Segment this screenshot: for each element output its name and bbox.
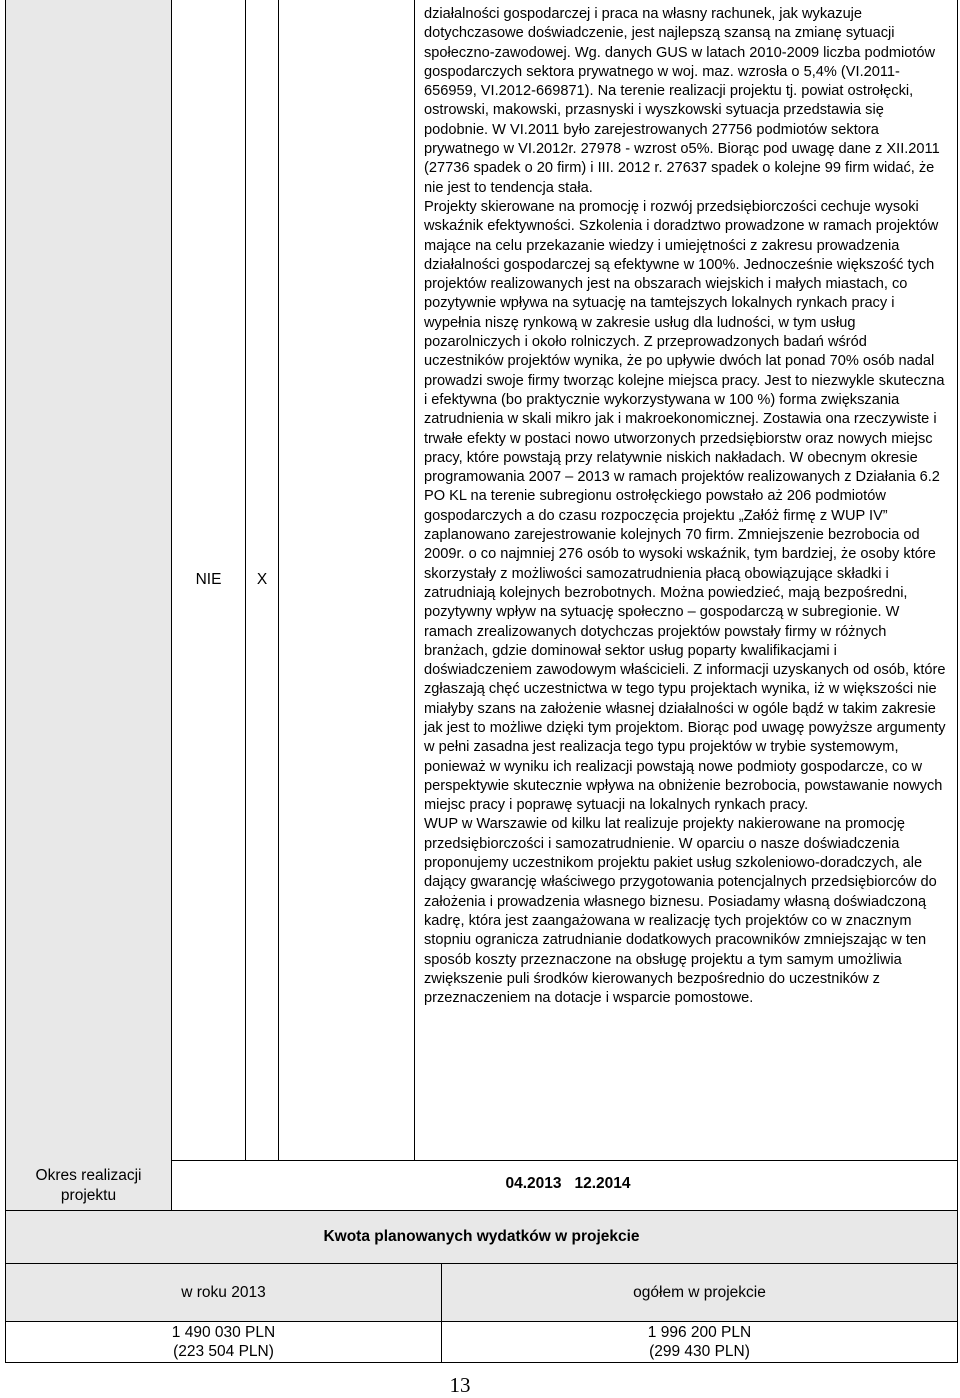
left-label-shade (5, 0, 171, 1210)
amount-2013-cell (6, 1322, 441, 1362)
border-right (957, 0, 958, 1362)
option-nie-label: NIE (195, 571, 222, 588)
divider-x-right (414, 0, 415, 1160)
page-number: 13 (449, 1373, 471, 1397)
period-value-cell (468, 1171, 668, 1197)
option-mark-label: X (256, 571, 268, 588)
amount-2013-sub: (223 504 PLN) (173, 1343, 274, 1360)
description-paragraph: Projekty skierowane na promocję i rozwój przedsiębiorczości cechuje wysoki wskaźnik efektywności. Szkolenia i doradztwo prowadzone w ramach projektów mające na celu przekazanie wiedzy i umiejętności z zakresu prowadzenia działalności gospodarczej są efektywne w 100%. Jednocześnie większość tych projektów realizowanych jest na obszarach wiejskich i małych miastach, co pozytywnie wpływa na sytuację na tamtejszych lokalnych rynkach pracy i wypełnia niszę rynkową w zakresie usług dla ludności, w tym usług pozarolniczych i około rolniczych. Z przeprowadzonych badań wśród uczestników projektów wynika, że po upływie dwóch lat ponad 70% osób nadal prowadzi swoje firmy tworząc kolejne miejsca pracy. Jest to niezwykle skuteczna i efektywna (bo praktycznie wykorzystywana w 100 %) forma zwiększania zatrudnienia w skali mikro jak i makroekonomicznej. Zostawia ona rzeczywiste i trwałe efekty w postaci nowo utworzonych przedsiębiorstw oraz nowych miejsc pracy, które powstają przy relatywnie niskich nakładach. W obecnym okresie programowania 2007 – 2013 w ramach projektów realizowanych z Działania 6.2 PO KL na terenie subregionu ostrołęckiego powstało aż 206 podmiotów gospodarczych a do czasu rozpoczęcia projektu „Załóż firmę z WUP IV” zaplanowano zarejestrowanie kolejnych 70 firm. Zmniejszenie bezrobocia od 2009r. o co najmniej 276 osób to wysoki wskaźnik, tym bardziej, że osoby które skorzystały z możliwości samozatrudnienia płacą obowiązujące składki i zatrudniają kolejnych bezrobotnych. Można powiedzieć, mają bezpośredni, pozytywny wpływ na sytuację społeczno – gospodarczą w subregionie. W ramach zrealizowanych dotychczas projektów powstały firmy w różnych branżach, gdzie dominował sektor usług poparty kwalifikacjami i doświadczeniem zawodowym właścicieli. Z informacji uzyskanych od osób, które zgłaszają chęć uczestnictwa w tego typu projektach wynika, iż w większości nie miałyby szans na założenie własnej działalności w ogóle bądź w takim zakresie jak jest to możliwe dzięki tym projektom. Biorąc pod uwagę powyższe argumenty w pełni zasadna jest realizacja tego typu projektów w trybie systemowym, ponieważ w wyniku ich realizacji powstają nowe podmioty gospodarcze, co w perspektywie skutecznie wpływa na obniżenie bezrobocia, powstawanie nowych miejsc pracy i poprawę sytuacji na lokalnych rynkach pracy. (424, 198, 946, 814)
col-total-cell (442, 1264, 957, 1321)
description-paragraph: działalności gospodarczej i praca na własny rachunek, jak wykazuje dotychczasowe doświadczenie, jest najlepszą szansą na zmianę sytuacji społeczno-zawodowej. Wg. danych GUS w latach 2010-2009 liczba podmiotów gospodarczych sektora prywatnego w woj. maz. wzrosła o 5,4% (VI.2011-656959, VI.2012-669871). Na terenie realizacji projektu tj. powiat ostrołęcki, ostrowski, makowski, przasnyski i wyszkowski sytuacja przedstawia się podobnie. W VI.2011 było zarejestrowanych 27756 podmiotów sektora prywatnego w VI.2012r. 27978 - wzrost o5%. Biorąc pod uwagę dane z XII.2011 (27736 spadek o 20 firm) i III. 2012 r. 27637 spadek o kolejne 99 firm widać, że nie jest to tendencja stała. (424, 6, 940, 196)
description-text (424, 5, 946, 1008)
period-label-cell (6, 1161, 171, 1210)
amount-total: 1 996 200 PLN (647, 1324, 752, 1341)
option-mark (246, 560, 278, 600)
budget-heading-cell (6, 1211, 957, 1263)
amount-total-cell (442, 1322, 957, 1362)
divider-x-left (278, 0, 279, 1160)
row-line-options (171, 1160, 957, 1161)
col-total-label: ogółem w projekcie (633, 1283, 766, 1301)
amount-2013: 1 490 030 PLN (171, 1324, 276, 1341)
divider-label (171, 0, 172, 1210)
description-paragraph: WUP w Warszawie od kilku lat realizuje projekty nakierowane na promocję przedsiębiorczości i samozatrudnienie. W oparciu o nasze doświadczenia proponujemy uczestnikom projektu pakiet usług szkoleniowo-doradczych, ale dający gwarancję właściwego przygotowania potencjalnych przedsiębiorców do założenia i prowadzenia własnego biznesu. Posiadamy własną doświadczoną kadrę, która jest zaangażowana w realizację tych projektów co w znacznym stopniu ogranicza zatrudnianie dodatkowych pracowników zmniejszając w ten sposób koszty przeznaczone na obsługę projektu a tym samym umożliwia zwiększenie puli środków kierowanych bezpośrednio do uczestników z przeznaczeniem na dotacje i wsparcie pomostowe. (424, 816, 937, 1007)
col-2013-label: w roku 2013 (181, 1283, 266, 1301)
amount-total-sub: (299 430 PLN) (649, 1343, 750, 1360)
period-label: Okres realizacji projektu (35, 1166, 142, 1204)
option-nie (172, 560, 245, 600)
period-value: 04.2013 12.2014 (505, 1175, 631, 1192)
col-2013-cell (6, 1264, 441, 1321)
budget-heading: Kwota planowanych wydatków w projekcie (323, 1228, 640, 1245)
row-line-bottom (5, 1362, 958, 1363)
border-left (5, 0, 6, 1362)
